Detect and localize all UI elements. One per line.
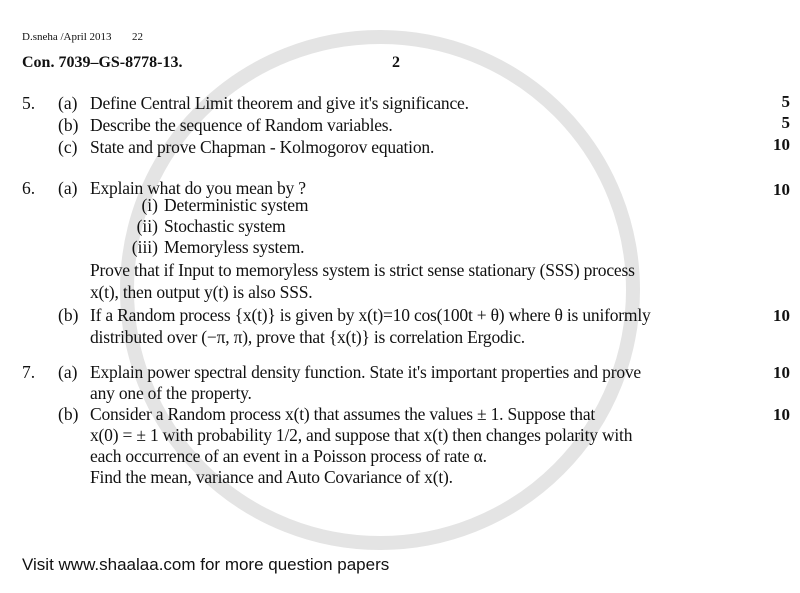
marks: 10 bbox=[773, 363, 790, 382]
header-meta-num: 22 bbox=[132, 31, 143, 43]
question-text: State and prove Chapman - Kolmogorov equation. bbox=[90, 137, 435, 157]
marks: 5 bbox=[781, 92, 790, 111]
page-number: 2 bbox=[392, 54, 400, 71]
question-text: Explain power spectral density function. State it's important properties and prove bbox=[90, 362, 641, 382]
question-text: Define Central Limit theorem and give it's significance. bbox=[90, 93, 469, 113]
question-text: Explain what do you mean by ? bbox=[90, 178, 306, 198]
sub-text: Deterministic system bbox=[164, 195, 309, 215]
question-number: 7. bbox=[22, 362, 36, 382]
part-label: (b) bbox=[58, 115, 79, 135]
question-text: any one of the property. bbox=[90, 383, 252, 403]
question-text: Consider a Random process x(t) that assumes the values ± 1. Suppose that bbox=[90, 404, 596, 424]
sub-text: Memoryless system. bbox=[164, 237, 305, 257]
question-text: each occurrence of an event in a Poisson process of rate α. bbox=[90, 446, 487, 466]
marks: 10 bbox=[773, 306, 790, 325]
question-number: 5. bbox=[22, 93, 36, 113]
part-label: (a) bbox=[58, 362, 78, 382]
question-text: x(t), then output y(t) is also SSS. bbox=[90, 282, 313, 302]
part-label: (a) bbox=[58, 93, 78, 113]
question-number: 6. bbox=[22, 178, 36, 198]
header-meta: D.sneha /April 2013 bbox=[22, 31, 112, 43]
marks: 5 bbox=[781, 113, 790, 132]
marks: 10 bbox=[773, 405, 790, 424]
part-label: (b) bbox=[58, 305, 79, 325]
footer-link[interactable]: Visit www.shaalaa.com for more question papers bbox=[22, 555, 390, 574]
marks: 10 bbox=[773, 135, 790, 154]
marks: 10 bbox=[773, 180, 790, 199]
question-text: Prove that if Input to memoryless system is strict sense stationary (SSS) process bbox=[90, 260, 635, 280]
sub-label: (i) bbox=[141, 195, 158, 215]
sub-label: (ii) bbox=[136, 216, 158, 236]
sub-label: (iii) bbox=[131, 237, 158, 257]
sub-text: Stochastic system bbox=[164, 216, 286, 236]
part-label: (a) bbox=[58, 178, 78, 198]
question-text: If a Random process {x(t)} is given by x(t)=10 cos(100t + θ) where θ is uniformly bbox=[90, 305, 651, 325]
part-label: (b) bbox=[58, 404, 79, 424]
question-text: Find the mean, variance and Auto Covariance of x(t). bbox=[90, 467, 453, 487]
question-text: distributed over (−π, π), prove that {x(t)} is correlation Ergodic. bbox=[90, 327, 525, 347]
paper-code: Con. 7039–GS-8778-13. bbox=[22, 54, 183, 71]
question-text: x(0) = ± 1 with probability 1/2, and suppose that x(t) then changes polarity with bbox=[90, 425, 633, 445]
part-label: (c) bbox=[58, 137, 78, 157]
question-text: Describe the sequence of Random variables. bbox=[90, 115, 393, 135]
